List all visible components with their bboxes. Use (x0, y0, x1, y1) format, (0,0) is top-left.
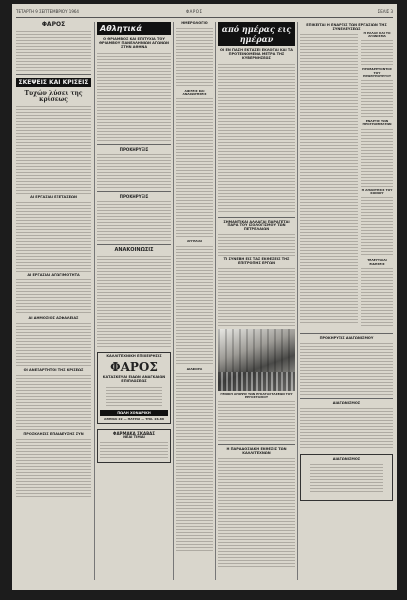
photo-caption: ΓΕΝΙΚΗ ΑΠΟΨΙΣ ΤΩΝ ΕΓΚΑΤΑΣΤΑΣΕΩΝ ΤΟΥ ΕΡΓΟΣΤΑΣΙΟΥ (220, 391, 293, 400)
advertisement-2 (97, 429, 171, 463)
article-headline: ΣΗΜΑΝΤΙΚΑΙ ΑΛΛΑΓΑΙ ΠΑΡΑΓΕΤΑΙ ΠΑΡΑ ΤΟΥ ΙΣΟΛΟΓΙΣΜΟΥ ΤΩΝ ΠΕΤΡΕΛΑΙΩΝ (223, 219, 290, 232)
ad-brand-name: ΦΑΡΟΣ (110, 359, 158, 374)
ad-body: ΝΕΑΙ ΤΙΜΑΙ (123, 435, 145, 440)
article-text (176, 28, 213, 88)
article-headline: ΤΙ ΣΥΝΕΒΗ ΕΙΣ ΤΑΣ ΕΚΘΕΣΕΙΣ ΤΗΣ ΕΠΙΤΡΟΠΗΣ ΕΡΓΩΝ (223, 257, 290, 265)
ad-address: ΑΘΗΝΑΙ 22 — ΠΑΤΡΑΙ — ΤΗΛ. 26-88 (104, 416, 164, 421)
column-4 (218, 20, 295, 582)
ad-title: ΔΙΑΓΩΝΙΣΜΟΣ (332, 456, 361, 461)
article-text (300, 343, 393, 395)
column-5-main (300, 32, 358, 330)
column-5-side (361, 32, 393, 330)
article-headline: ΕΠΙΚΕΙΤΑΙ Η ΕΝΑΡΞΙΣ ΤΩΝ ΕΡΓΑΣΙΩΝ ΤΗΣ ΣΥΝΕΛΕΥΣΕΩΣ (306, 23, 387, 31)
article-text (16, 106, 91, 194)
column-5 (300, 20, 393, 582)
sports-banner: Αθλητικά (97, 22, 171, 35)
subheading: ΑΙ ΕΡΓΑΣΙΑΙ ΑΓΩΓΙΜΟΤΗΤΑ (27, 272, 80, 277)
column-3 (176, 20, 213, 582)
subheading: ΠΡΟΣΚΛΗΣΙΣ ΕΠΑΙΔΕΥΣΗΣ ΣΥΝ (23, 432, 84, 437)
ad-title: ΦΑΡΜΑΚΑ ΣΚΑΒΑΣ (113, 430, 155, 436)
ad-strip: ΠΩΛΗ ΧΟΝΔΡΙΚΗ (100, 410, 168, 416)
article-headline: ΟΙ ΕΝ ΠΑΣΗ ΕΚΤΑΣΕΙ ΕΚΛΟΓΑΙ ΚΑΙ ΤΑ ΠΡΟΤΕΙΝΟΜΕΝΑ ΜΕΤΡΑ ΤΗΣ ΚΥΒΕΡΝΗΣΕΩΣ (220, 48, 293, 60)
ad-text (100, 442, 168, 458)
article-text (300, 34, 358, 324)
article-text (16, 202, 91, 272)
subheading: ΟΙ ΑΝΕΞΑΡΤΗΤΟΙ ΤΗΣ ΚΡΙΣΕΩΣ (23, 368, 84, 373)
article-text (176, 98, 213, 238)
article-headline: Η ΠΑΡΑΔΟΣΙΑΚΗ ΕΚΘΕΣΙΣ ΤΩΝ ΚΑΛΛΙΤΕΧΝΩΝ (226, 447, 287, 456)
article-text (218, 268, 295, 326)
side-headline: ΕΝΑΡΞΙΣ ΤΩΝ ΠΡΟΓΡΑΜΜΑΤΩΝ (362, 119, 392, 127)
column-rule (215, 22, 216, 580)
article-text (361, 80, 393, 118)
column-2 (97, 20, 171, 582)
article-text (176, 246, 213, 366)
header-date: ΤΕΤΑΡΤΗ 9 ΣΕΠΤΕΜΒΡΙΟΥ 1964 (16, 9, 79, 14)
advertisement (300, 454, 393, 502)
section-title: ΣΚΕΨΕΙΣ ΚΑΙ ΚΡΙΣΕΙΣ (16, 78, 91, 87)
subheading: ΔΙΑΦΟΡΑ (186, 366, 203, 371)
column-1 (16, 20, 91, 582)
article-text (97, 53, 171, 141)
article-text (218, 64, 295, 214)
notice-title: ΔΙΑΓΩΝΙΣΜΟΣ (332, 400, 361, 405)
header-page-number: ΣΕΛΙΣ 3 (377, 9, 393, 14)
ad-text (106, 387, 162, 407)
article-text (361, 40, 393, 66)
side-headline: Η ΑΠΑΝΤΗΣΙΣ ΤΟΥ ΚΟΙΝΟΥ (361, 187, 393, 196)
article-headline: Ο ΘΡΙΑΜΒΟΣ ΚΑΙ ΕΠΙΤΥΧΙΑ ΤΟΥ ΘΡΙΑΜΒΟΥ ΠΑΝΕΛΛΗΝΙΩΝ ΑΓΩΝΩΝ ΣΤΗΝ ΑΘΗΝΑ (99, 37, 169, 49)
article-headline: Τυχών λύσει της κρίσεως (24, 89, 83, 104)
ad-body: ΚΑΤΑΣΚΕΥΑΙ ΕΙΔΩΝ ΑΝΑΓΚΑΙΩΝ ΕΠΙΠΛΩΣΕΩΣ (102, 374, 166, 383)
column-banner: από ημέρας εις ημέραν (218, 22, 295, 46)
article-text (16, 375, 91, 431)
notice-title: ΠΡΟΚΗΡΥΞΙΣ ΔΙΑΓΩΝΙΣΜΟΥ (319, 335, 374, 340)
subheading: ΑΙ ΔΗΜΟΣΙΟΣ ΑΣΦΑΛΕΙΑΣ (28, 316, 79, 321)
side-headline: ΠΡΟΕΔΡΕΥΟΝΤΟΣ ΤΟΥ ΠΡΩΘΥΠΟΥΡΓΟΥ (362, 67, 392, 78)
notice-title: ΑΝΑΚΟΙΝΩΣΙΣ (114, 247, 154, 254)
page-header (16, 7, 393, 18)
article-text (176, 373, 213, 553)
newspaper-page (12, 4, 397, 590)
news-photo (218, 329, 295, 391)
article-text (361, 268, 393, 328)
article-text (361, 197, 393, 257)
article-text (97, 154, 171, 188)
article-text (16, 31, 91, 71)
header-paper-name: ΦΑΡΟΣ (186, 9, 203, 14)
column-rule (94, 22, 95, 580)
subheading: ΑΙ ΕΡΓΑΣΙΑΙ ΕΞΕΤΑΣΕΩΝ (30, 194, 77, 199)
ad-text (310, 464, 383, 494)
article-text (16, 323, 91, 367)
column-5-split (300, 32, 393, 330)
column-rule (297, 22, 298, 580)
subheading: ΑΓΓΕΛΙΑΙ (186, 239, 203, 244)
column-masthead: ΗΜΕΡΟΛΟΓΙΟ (181, 21, 208, 25)
subheading: ΑΦΙΞΕΙΣ ΚΑΙ ΑΝΑΧΩΡΗΣΕΙΣ (182, 88, 207, 97)
ad-tagline: ΚΑΛΛΙΤΕΧΝΙΚΗ ΕΠΙΧΕΙΡΗΣΙΣ (106, 353, 162, 358)
column-masthead: ΦΑΡΟΣ (41, 21, 66, 28)
article-text (218, 401, 295, 441)
article-text (361, 129, 393, 187)
column-rule (173, 22, 174, 580)
advertisement (97, 352, 171, 424)
article-text (300, 408, 393, 448)
article-text (16, 439, 91, 499)
article-text (97, 256, 171, 348)
side-headline: Η ΕΛΛΑΣ ΚΑΙ ΤΟ ΑΓΩΝΙΣΜΑ (363, 30, 391, 38)
article-text (97, 201, 171, 241)
notice-title: ΠΡΟΚΗΡΥΞΙΣ (119, 146, 149, 152)
notice-title: ΠΡΟΚΗΡΥΞΙΣ (119, 193, 149, 199)
side-headline: ΤΕΛΕΥΤΑΙΑΙ ΕΙΔΗΣΕΙΣ (367, 258, 387, 266)
article-text (218, 234, 295, 256)
article-text (16, 279, 91, 315)
article-text (218, 458, 295, 568)
